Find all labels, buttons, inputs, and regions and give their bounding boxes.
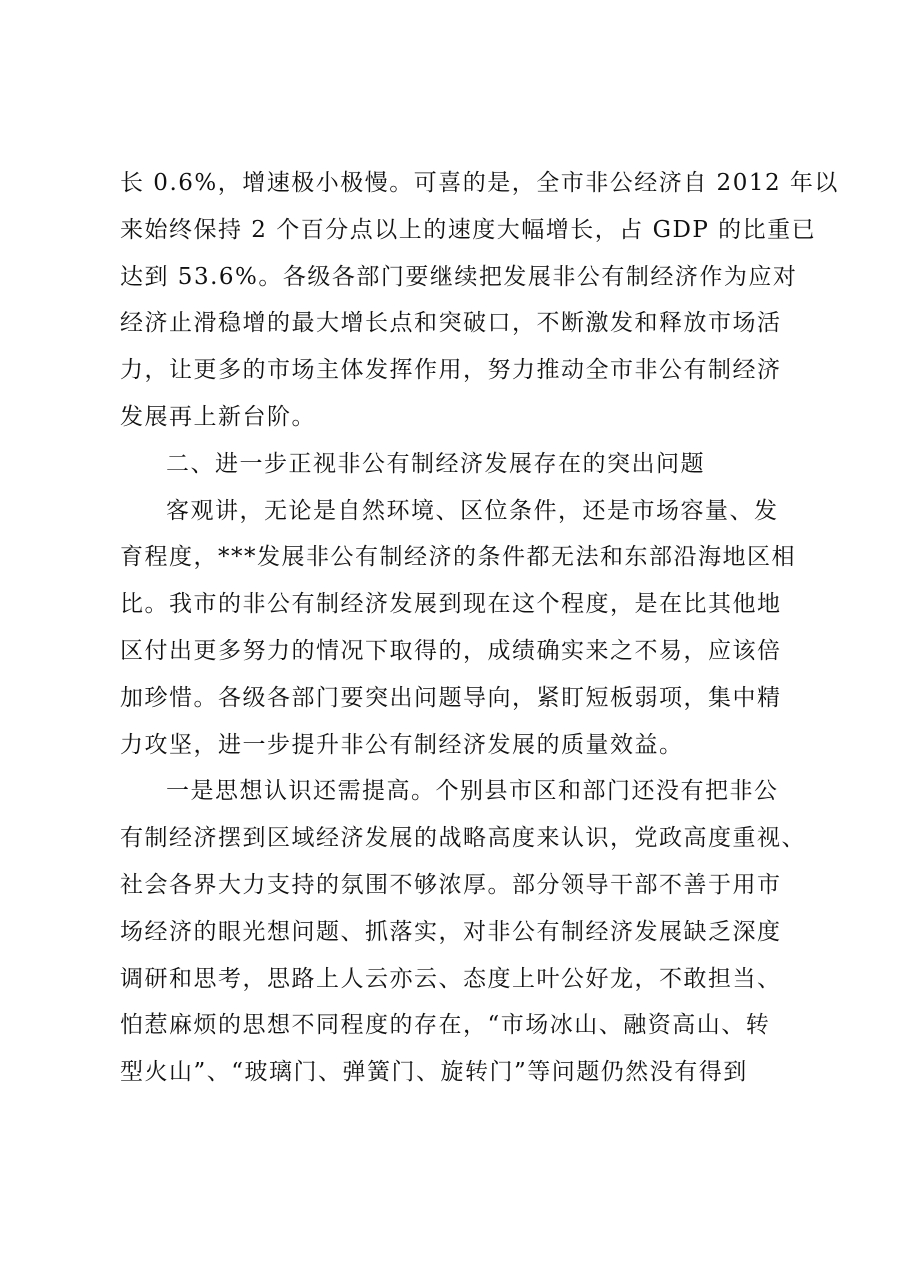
paragraph-line: 型火山”、“玻璃门、弹簧门、旋转门”等问题仍然没有得到 <box>120 1059 748 1086</box>
paragraph-line: 调研和思考，思路上人云亦云、态度上叶公好龙，不敢担当、 <box>120 965 782 992</box>
paragraph-line: 经济止滑稳增的最大增长点和突破口，不断激发和释放市场活 <box>120 310 782 337</box>
paragraph-line: 一是思想认识还需提高。个别县市区和部门还没有把非公 <box>166 778 779 805</box>
paragraph-line: 育程度，***发展非公有制经济的条件都无法和东部沿海地区相 <box>120 544 796 571</box>
paragraph-line: 发展再上新台阶。 <box>120 403 316 430</box>
document-body <box>120 160 839 1096</box>
paragraph-line: 长 0.6%，增速极小极慢。可喜的是，全市非公经济自 2012 年以 <box>120 170 839 196</box>
section-heading: 二、进一步正视非公有制经济发展存在的突出问题 <box>166 450 705 477</box>
paragraph-line: 达到 53.6%。各级各部门要继续把发展非公有制经济作为应对 <box>120 263 798 290</box>
paragraph-line: 加珍惜。各级各部门要突出问题导向，紧盯短板弱项，集中精 <box>120 684 782 711</box>
paragraph-line: 力，让更多的市场主体发挥作用，努力推动全市非公有制经济 <box>120 357 782 384</box>
paragraph-line: 有制经济摆到区域经济发展的战略高度来认识，党政高度重视、 <box>120 825 806 852</box>
paragraph-line: 社会各界大力支持的氛围不够浓厚。部分领导干部不善于用市 <box>120 871 782 898</box>
paragraph-line: 力攻坚，进一步提升非公有制经济发展的质量效益。 <box>120 731 684 758</box>
paragraph-line: 怕惹麻烦的思想不同程度的存在，“市场冰山、融资高山、转 <box>120 1012 771 1039</box>
paragraph-line: 区付出更多努力的情况下取得的，成绩确实来之不易，应该倍 <box>120 637 782 664</box>
paragraph-line: 比。我市的非公有制经济发展到现在这个程度，是在比其他地 <box>120 591 782 618</box>
paragraph-line: 客观讲，无论是自然环境、区位条件，还是市场容量、发 <box>166 497 779 524</box>
paragraph-line: 来始终保持 2 个百分点以上的速度大幅增长，占 GDP 的比重已 <box>120 216 817 243</box>
paragraph-line: 场经济的眼光想问题、抓落实，对非公有制经济发展缺乏深度 <box>120 918 782 945</box>
